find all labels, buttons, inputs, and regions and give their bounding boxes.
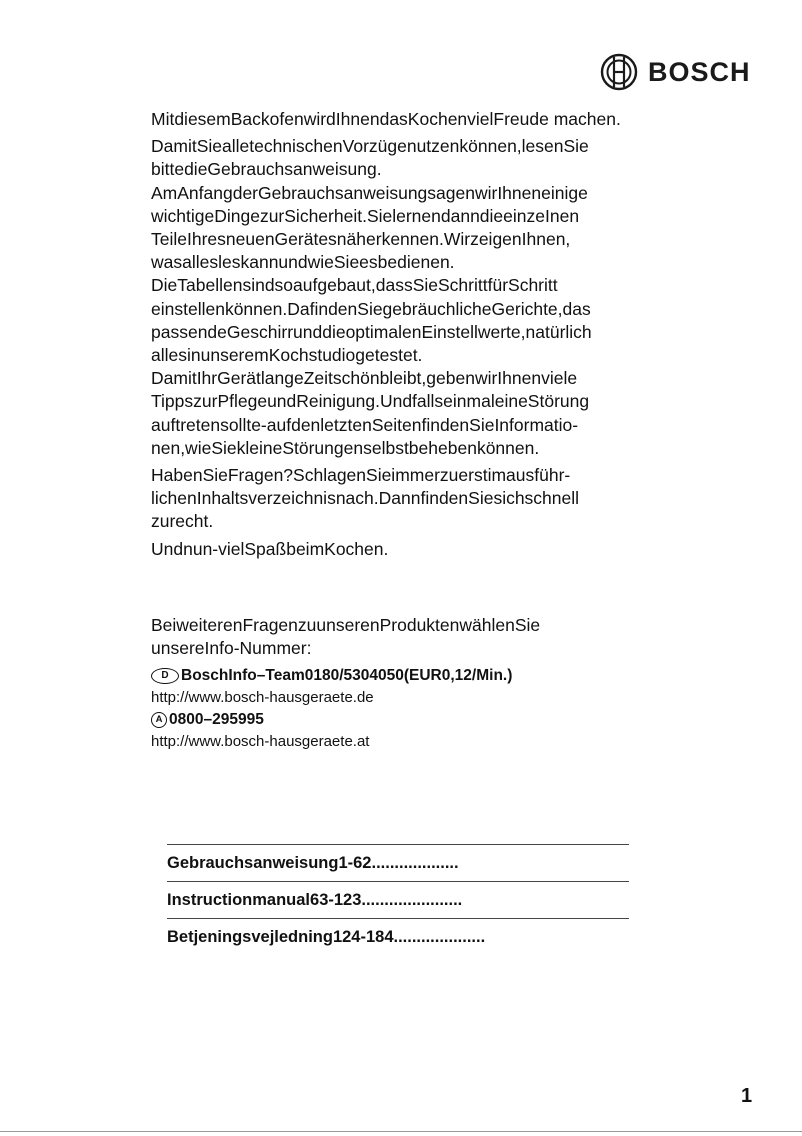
intro-paragraph: Undnun-vielSpaßbeimKochen. xyxy=(151,538,389,559)
brand-name: BOSCH xyxy=(648,56,751,87)
toc-entry-betjeningsvejledning[interactable]: Betjeningsvejledning124-184.................... xyxy=(167,918,629,955)
intro-paragraph: HabenSieFragen?SchlagenSieimmerzuerstimausführ- lichenInhaltsverzeichnisnach.DannfindenSiesichschnell zurecht. xyxy=(151,465,580,532)
table-of-contents xyxy=(167,844,629,955)
germany-hotline-text: BoschInfo–Team0180/5304050(EUR0,12/Min.) xyxy=(181,667,513,685)
austria-url[interactable]: http://www.bosch-hausgeraete.at xyxy=(151,733,370,751)
bottom-divider xyxy=(0,1131,802,1132)
intro-paragraph: MitdiesemBackofenwirdIhnendasKochenvielFreude machen. xyxy=(151,109,621,129)
contact-lead: BeiweiterenFragenzuunserenProduktenwählenSie unsereInfo-Nummer: xyxy=(151,615,541,659)
contact-section xyxy=(151,614,621,753)
toc-entry-gebrauchsanweisung[interactable]: Gebrauchsanweisung1-62................... xyxy=(167,844,629,881)
germany-hotline xyxy=(151,665,621,687)
bosch-armature-icon xyxy=(600,53,638,91)
toc-entry-instruction-manual[interactable]: Instructionmanual63-123...................... xyxy=(167,881,629,918)
country-badge-de: D xyxy=(151,668,179,684)
austria-hotline xyxy=(151,709,621,731)
bosch-logo xyxy=(600,53,751,91)
germany-url[interactable]: http://www.bosch-hausgeraete.de xyxy=(151,689,374,707)
page-number: 1 xyxy=(741,1085,753,1107)
austria-hotline-text: 0800–295995 xyxy=(169,711,264,729)
intro-text xyxy=(151,108,621,565)
country-badge-at: A xyxy=(151,712,167,728)
intro-paragraph: DamitSiealletechnischenVorzügenutzenkönnen,lesenSie bittedieGebrauchsanweisung. AmAnfangderGebrauchsanweisungsagenwirIhneneinige wichtigeDingezurSicherheit.SielernendanndieeinzeInen TeileIhresneuenGerätesnäherkennen.WirzeigenIhnen, wasallesleskannundwieSieesbedienen. DieTabellensindsoaufgebaut,dassSieSchrittfürSchritt einstellenkönnen.DafindenSiegebräuchlicheGerichte,das passendeGeschirrunddieoptimalenEinstellwerte,natürlich allesinunseremKochstudiogetestet. DamitIhrGerätlangeZeitschönbleibt,gebenwirIhnenviele TippszurPflegeundReinigung.UndfallseinmaleineStörung auftretensollte-aufdenletztenSeitenfindenSieInformatio- nen,wieSiekleineStörungenselbstbehebenkönnen. xyxy=(151,136,592,458)
